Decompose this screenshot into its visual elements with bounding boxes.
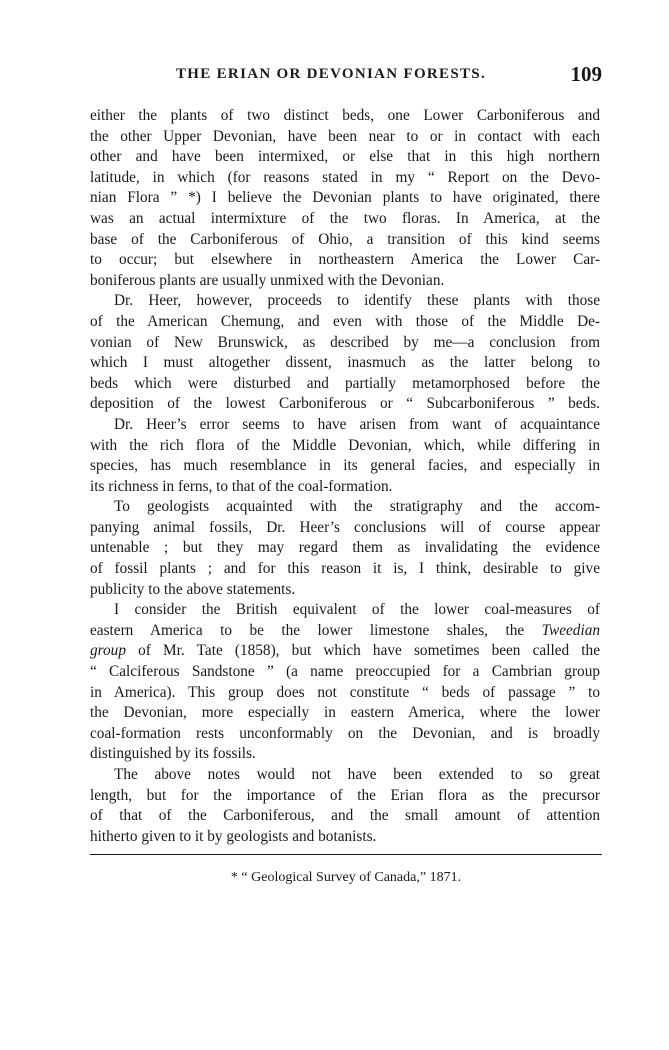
text-line: with the rich flora of the Middle Devonian, which, while differing in xyxy=(90,436,600,454)
page-number: 109 xyxy=(570,62,602,86)
text-line: either the plants of two distinct beds, one Lower Carboniferous and xyxy=(90,107,600,124)
text-line: beds which were disturbed and partially metamorphosed before the xyxy=(90,374,600,392)
text-line: length, but for the importance of the Erian flora as the precursor xyxy=(90,786,600,804)
text-line: group of Mr. Tate (1858), but which have sometimes been called the xyxy=(90,642,600,660)
text-line: other and have been intermixed, or else that in this high northern xyxy=(90,148,600,166)
text-line: deposition of the lowest Carboniferous or “ Subcarboniferous ” beds. xyxy=(90,395,600,413)
text-line: of that of the Carboniferous, and the small amount of attention xyxy=(90,807,600,825)
text-line: in America). This group does not constitute “ beds of passage ” to xyxy=(90,683,600,701)
body-text xyxy=(90,106,600,847)
text-line: was an actual intermixture of the two floras. In America, at the xyxy=(90,209,600,227)
text-line: of the American Chemung, and even with those of the Middle De- xyxy=(90,312,600,330)
text-line: species, has much resemblance in its general facies, and especially in xyxy=(90,457,600,475)
text-line: coal-formation rests unconformably on the Devonian, and is broadly xyxy=(90,724,600,742)
text-line: the Devonian, more especially in eastern America, where the lower xyxy=(90,704,600,722)
text-line: vonian of New Brunswick, as described by me—a conclusion from xyxy=(90,333,600,351)
text-line: distinguished by its fossils. xyxy=(90,745,256,763)
paragraph-2 xyxy=(90,291,600,415)
paragraph-6 xyxy=(90,765,600,847)
text-line: To geologists acquainted with the stratigraphy and the accom- xyxy=(114,498,600,516)
text-line: of fossil plants ; and for this reason it is, I think, desirable to give xyxy=(90,560,600,578)
text-line: Dr. Heer, however, proceeds to identify these plants with those xyxy=(114,292,600,310)
text-line: I consider the British equivalent of the lower coal-measures of xyxy=(114,601,600,619)
text-line: panying animal fossils, Dr. Heer’s conclusions will of course appear xyxy=(90,518,600,536)
paragraph-5 xyxy=(90,600,600,765)
text-line: untenable ; but they may regard them as invalidating the evidence xyxy=(90,539,600,557)
footnote: * “ Geological Survey of Canada,” 1871. xyxy=(230,870,462,885)
text-line: publicity to the above statements. xyxy=(90,580,296,598)
text-line: its richness in ferns, to that of the coal-formation. xyxy=(90,477,393,495)
paragraph-1 xyxy=(90,106,600,291)
paragraph-4 xyxy=(90,497,600,600)
text-line: “ Calciferous Sandstone ” (a name preoccupied for a Cambrian group xyxy=(90,663,600,681)
text-line: hitherto given to it by geologists and botanists. xyxy=(90,827,377,845)
text-line: to occur; but elsewhere in northeastern America the Lower Car- xyxy=(90,251,600,269)
text-line: eastern America to be the lower limestone shales, the Tweedian xyxy=(90,621,600,639)
running-title: THE ERIAN OR DEVONIAN FORESTS. xyxy=(176,66,486,82)
text-line: Dr. Heer’s error seems to have arisen from want of acquaintance xyxy=(114,415,600,433)
text-line: The above notes would not have been extended to so great xyxy=(114,766,600,783)
text-line: nian Flora ” *) I believe the Devonian plants to have originated, there xyxy=(90,189,600,207)
text-line: base of the Carboniferous of Ohio, a transition of this kind seems xyxy=(90,230,600,248)
running-head xyxy=(90,58,602,96)
text-line: boniferous plants are usually unmixed with the Devonian. xyxy=(90,271,445,289)
text-line: latitude, in which (for reasons stated in my “ Report on the Devo- xyxy=(90,168,600,186)
text-line: the other Upper Devonian, have been near to or in contact with each xyxy=(90,127,600,145)
footnote-rule xyxy=(90,854,602,855)
text-line: which I must altogether dissent, inasmuch as the latter belong to xyxy=(90,354,600,372)
book-page xyxy=(90,58,602,1018)
paragraph-3 xyxy=(90,415,600,497)
